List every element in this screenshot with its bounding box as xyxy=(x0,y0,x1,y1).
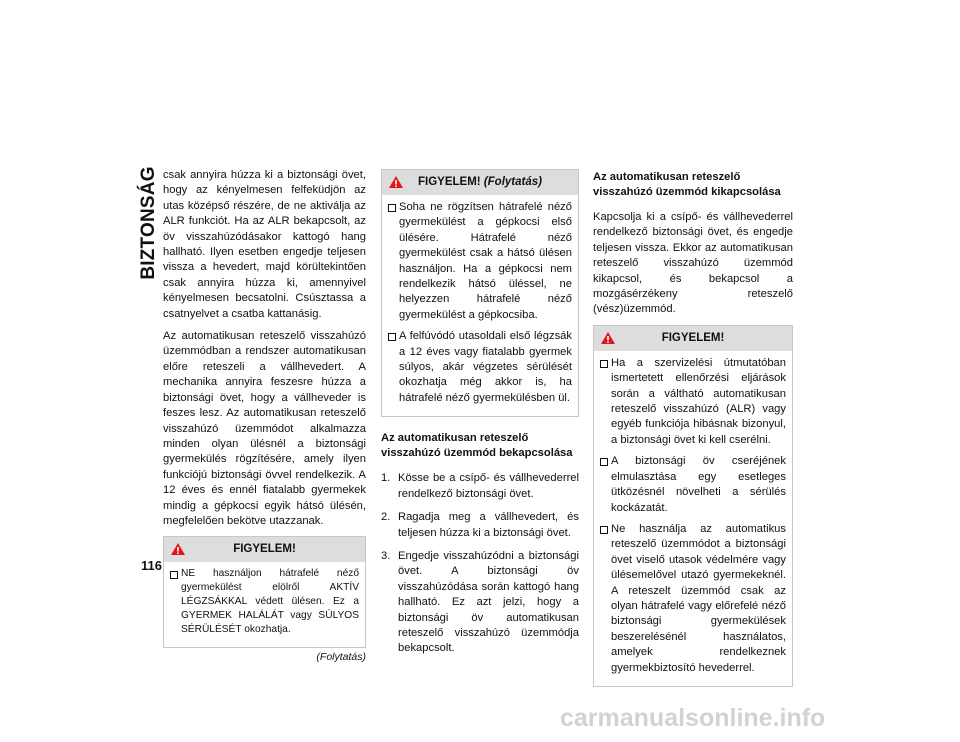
column-1 xyxy=(163,168,366,666)
warning-item: NE használjon hátrafelé néző gyermekülést elölről AKTÍV LÉGZSÁKKAL védett ülésen. Ez a GYERMEK HALÁLÁT vagy SÚLYOS SÉRÜLÉSÉT okozhatja. xyxy=(170,567,359,637)
warning-subtitle: (Folytatás) xyxy=(483,176,542,188)
warning-box xyxy=(163,536,366,648)
section-heading: Az automatikusan reteszelő visszahúzó üzemmód kikapcsolása xyxy=(593,171,781,198)
page-number: 116 xyxy=(141,558,162,573)
warning-header xyxy=(382,170,578,195)
warning-title: FIGYELEM! xyxy=(233,543,296,556)
warning-header xyxy=(164,537,365,562)
watermark: carmanualsonline.info xyxy=(560,704,826,732)
warning-body xyxy=(164,562,365,647)
warning-item: Ha a szervizelési útmutatóban ismertetett ellenőrzési eljárások során a váltható automatikusan reteszelő visszahúzó (ALR) vagy egyéb funkciója hibásnak bizonyul, a biztonsági övet ki kell cserélni. xyxy=(600,356,786,448)
section-heading: Az automatikusan reteszelő visszahúzó üzemmód bekapcsolása xyxy=(381,432,573,460)
warning-item: Ne használja az automatikus reteszelő üzemmódot a biztonsági övet viselő utasok védelmére vagy ülésemelővel utazó gyermekeknél. A reteszelt üzemmód csak az olyan hátrafelé vagy előrefelé néző biztonsági gyermekülések beszerelésénél használatos, amelyek rendelkeznek gyermekbiztosító hevederrel. xyxy=(600,522,786,676)
checkbox-bullet-icon xyxy=(600,526,608,534)
column-2 xyxy=(381,169,579,667)
warning-triangle-icon xyxy=(600,331,616,345)
section-title: BIZTONSÁG xyxy=(138,166,159,280)
column-3 xyxy=(593,170,793,693)
list-item: 2. Ragadja meg a vállhevedert, és teljesen húzza ki a biztonsági övet. xyxy=(381,511,579,539)
warning-box xyxy=(381,169,579,417)
list-item: 3. Engedje visszahúzódni a biztonsági övet. A biztonsági öv visszahúzódása során kattogó hang hallható. Ez azt jelzi, hogy a biztonsági öv automatikusan reteszelő visszahúzó üzemmódja bekapcsolt. xyxy=(381,549,579,655)
checkbox-bullet-icon xyxy=(600,458,608,466)
warning-title: FIGYELEM! xyxy=(418,176,481,188)
warning-header xyxy=(594,326,792,351)
warning-item: A felfúvódó utasoldali első légzsák a 12 éves vagy fiatalabb gyermek súlyos, akár végzetes sérülését okozhatja még akkor is, ha hátrafelé néző gyermekülésben ül. xyxy=(388,329,572,406)
warning-title: FIGYELEM! xyxy=(661,331,725,344)
checkbox-bullet-icon xyxy=(388,204,396,212)
checkbox-bullet-icon xyxy=(388,333,396,341)
paragraph: csak annyira húzza ki a biztonsági övet, hogy az kényelmesen felfeküdjön az utas középső részére, de ne aktiválja az ALR funkciót. Ha az ALR bekapcsolt, az öv visszahúzódásakor kattogó hang hallható. Ilyen esetben engedje teljesen vissza a hevedert, majd körültekintően csak annyira húzza ki, amennyivel kényelmesen becsatolni. Csúsztassa a csatnyelvet a csatba kattanásig. xyxy=(163,169,366,320)
continued-label: (Folytatás) xyxy=(316,651,366,664)
warning-item: A biztonsági öv cseréjének elmulasztása egy esetleges ütközésnél növelheti a sérülés kockázatát. xyxy=(600,454,786,516)
warning-triangle-icon xyxy=(170,542,186,556)
checkbox-bullet-icon xyxy=(170,571,178,579)
warning-body xyxy=(382,195,578,416)
paragraph: Kapcsolja ki a csípő- és vállhevederrel rendelkező biztonsági övet, és engedje teljesen vissza. Ekkor az automatikusan reteszelő visszahúzó üzemmód kikapcsol, és bekapcsol a mozgásérzékeny reteszelő (vész)üzemmód. xyxy=(593,211,793,316)
list-item: 1. Kösse be a csípő- és vállhevederrel rendelkező biztonsági övet. xyxy=(381,472,579,500)
steps-list xyxy=(381,471,579,656)
checkbox-bullet-icon xyxy=(600,360,608,368)
warning-item: Soha ne rögzítsen hátrafelé néző gyermekülést a gépkocsi első ülésére. Hátrafelé néző gyermekülést csak a hátsó ülésen használjon. Ha a gépkocsi nem rendelkezik hátsó üléssel, ne helyezzen hátrafelé néző gyermekülést a gépkocsiba. xyxy=(388,200,572,323)
paragraph: Az automatikusan reteszelő visszahúzó üzemmódban a rendszer automatikusan előre reteszeli a vállhevedert. A mechanika annyira feszesre húzza a biztonsági övet, hogy a vállheveder is feszes lesz. Az automatikusan reteszelő visszahúzó üzemmódot alkalmazza minden olyan ülésnél a biztonsági gyermekülés rögzítésére, amely ilyen funkciójú biztonsági övvel rendelkezik. A 12 éves és ennél fiatalabb gyermekek mindig a gépkocsi egyik hátsó ülésén, megfelelően bekötve utazzanak. xyxy=(163,330,366,527)
warning-body xyxy=(594,351,792,686)
warning-triangle-icon xyxy=(388,175,404,189)
warning-box xyxy=(593,325,793,687)
